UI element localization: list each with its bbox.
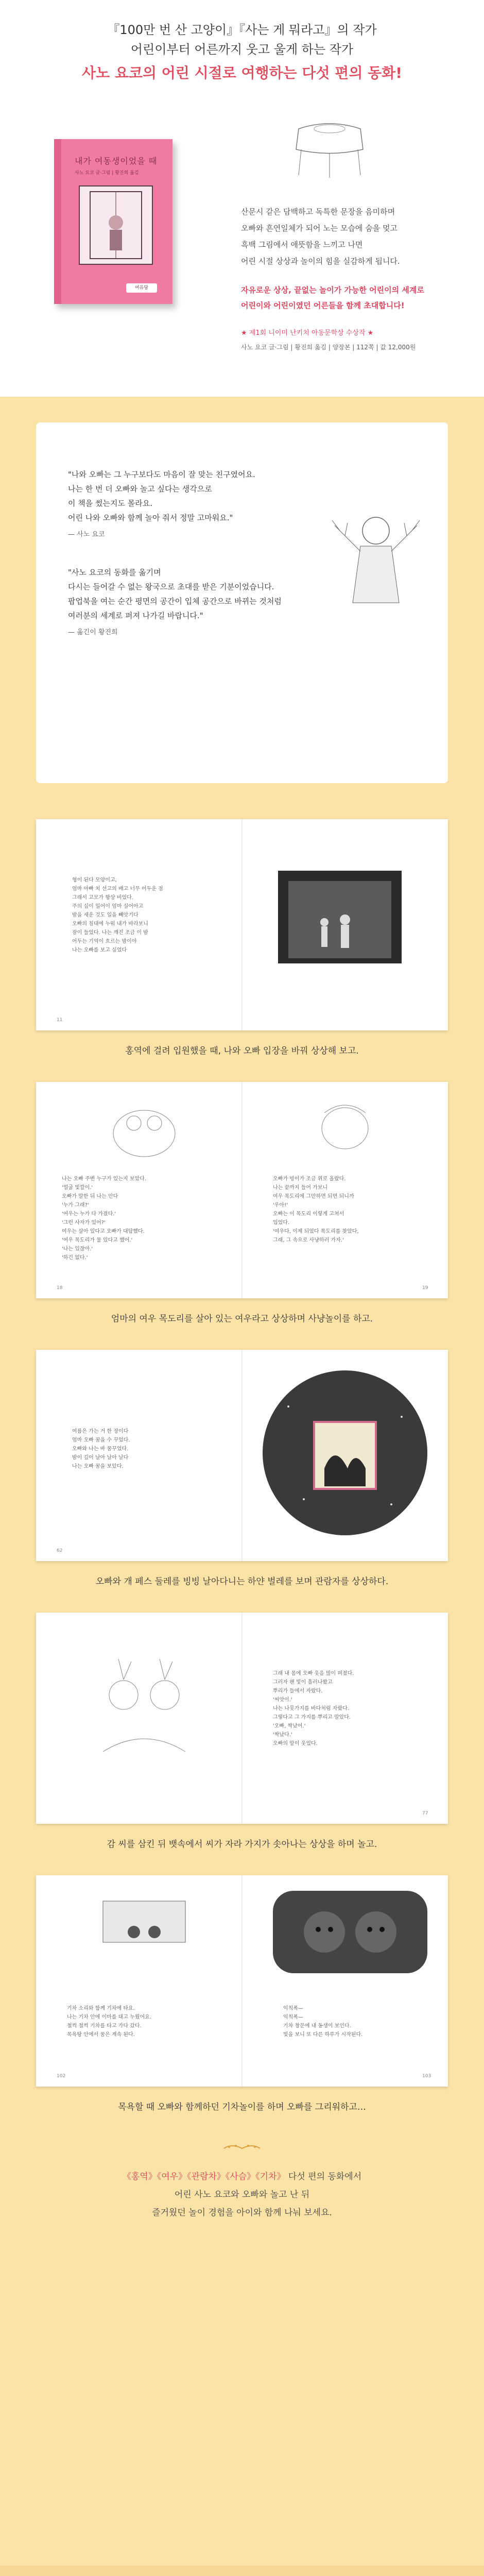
spread-text-line: 오빠와 나는 바 꿈꾸었다. [72,1446,129,1452]
description-line: 흑백 그림에서 애뜻함을 느끼고 나면 [241,240,363,249]
spread-text-line: 철컥 철컥 기차를 타고 가다 갔다. [67,2023,142,2029]
page-gutter [241,1350,243,1561]
chair-sketch-icon [278,118,381,180]
spread-text-line: '싹났다.' [273,1732,292,1738]
spread-ferris-wheel [36,1350,448,1561]
spread-text-line: '하긴 없다.' [62,1255,88,1261]
highlight-line: 자유로운 상상, 끝없는 놀이가 가능한 어린이의 세계로 [241,285,424,295]
book-spine [54,139,61,304]
spread-measles [36,819,448,1030]
page-gutter [241,1082,243,1298]
window-girl-icon [80,187,152,264]
intro-section [0,0,484,397]
author-quote-line: 나는 한 번 더 오빠와 놀고 싶다는 생각으로 [68,484,212,494]
spread-text-line: '그런 사자가 있어?' [62,1220,106,1226]
page-number: 19 [422,1285,428,1291]
spread-text-line: 어두는 기억이 흐르는 밤이야 [72,939,137,944]
spread-text-line: '오빠, 싹났어.' [273,1723,306,1729]
spread-text-line: 오빠가 빙이가 조금 위로 올랐다. [273,1176,346,1182]
page-number: 103 [422,2074,431,2079]
spread-text-line: 익칙폭— [283,2014,303,2020]
description-line: 어린 시절 상상과 놀이의 힘을 실감하게 됩니다. [241,257,400,266]
spread-text-line: 나는 오빠를 보고 싶었다 [72,947,127,953]
spread-caption: 목욕할 때 오빠와 함께하던 기차놀이를 하며 오빠를 그리워하고… [118,2102,366,2112]
book-meta: 사노 요코 글·그림 | 황진희 옮김 [75,171,139,176]
spread-text-line: 그래, 그 속으로 사냥하러 가자.' [273,1238,344,1243]
footer-bar [0,2566,484,2576]
lantern-night-icon [257,1365,433,1540]
spread-text-line: '누가 그래?' [62,1202,89,1208]
bath-window-icon [82,1896,206,1973]
book-publisher-logo: 여유당 [126,283,157,293]
spread-text-line: 그래서 고모가 항상 비었다. [72,895,133,901]
page-number: 102 [57,2074,66,2079]
spread-text-line: 오빠의 침대에 누워 내가 바라보니 [72,921,148,927]
award-text: ★ 제1회 니이미 난키치 아동문학상 수상작 ★ [241,329,374,337]
headline-2: 어린이부터 어른까지 웃고 울게 하는 작가 [130,42,354,57]
spread-text-line: 그렇다고 그 가지를 뿌리고 말았다. [273,1715,351,1720]
translator-quote-line: 여러분의 세계로 퍼져 나가길 바랍니다." [68,611,203,620]
spread-text-line: 입었다. [273,1220,290,1226]
spread-text-line: '여우는 누가 다 가졌다.' [62,1211,116,1217]
closing-highlight: 《홍역》《여우》《관람차》《사슴》《기차》 [122,2172,286,2182]
spread-text-line: 뿌리가 들에서 자랐다. [273,1688,323,1694]
laurel-icon [221,2143,263,2154]
girl-with-branches-icon [324,495,427,613]
spread-text-line: 오빠가 말한 뒤 나는 안다 [62,1194,118,1199]
page-number: 77 [422,1811,428,1816]
author-quote-line: 이 책을 썼는지도 몰라요. [68,499,152,508]
spread-text-line: 오빠는 이 목도리 이렇게 고쳐서 [273,1211,344,1217]
spread-text-line: '나는 있잖아.' [62,1246,93,1252]
spread-text-line: 나는 끝까지 들어 가보니 [273,1185,328,1191]
description-line: 오빠와 흔연일체가 되어 노는 모습에 숨을 멎고 [241,224,397,233]
children-with-fox-icon [103,1092,185,1164]
spread-text-line: 목욕탕 안에서 꿈은 계속 된다. [67,2032,135,2038]
highlight-line: 어린이와 어린이였던 어른들을 함께 초대합니다! [241,301,405,310]
page-number: 62 [57,1548,63,1553]
spread-fox [36,1082,448,1298]
spread-text-line: 밤을 새운 것도 일을 빼앗기다 [72,912,139,918]
child-in-hat-icon [304,1092,386,1164]
spread-text-line: 주의 싶이 일어이 엄마 실어아고 [72,904,144,909]
page-gutter [241,819,243,1030]
page-gutter [241,1875,243,2087]
spread-text-line: '우아!' [273,1202,288,1208]
translator-quote-line: 다시는 들어갈 수 없는 왕국으로 초대를 받은 기분이었습니다. [68,582,274,591]
spread-text-line: 엄마 오빠 꿈을 수 꾸었다. [72,1437,130,1443]
spread-text-line: 형이 된다 모양이고, [72,877,117,883]
spread-train [36,1875,448,2087]
spread-text-line: 잠이 들었다. 나는 깨진 조금 이 밤 [72,930,148,936]
spread-text-line: 기차 창문에 내 동생이 보인다. [283,2023,351,2029]
spread-text-line: 그래 내 몸에 오빠 웃음 많이 펴졌다. [273,1671,354,1676]
spread-text-line: 엄마 아빠 치 선고의 배고 너무 어두운 점 [72,886,163,892]
spread-caption: 감 씨를 삼킨 뒤 뱃속에서 씨가 자라 가지가 솟아나는 상상을 하며 놀고. [107,1839,377,1850]
page-number: 18 [57,1285,63,1291]
spread-text-line: 나는 나뭇가지를 바다처럼 자랐다. [273,1706,349,1711]
spread-text-line: 밤이 깊어 날아 날아 날다 [72,1455,129,1461]
spread-caption: 엄마의 여우 목도리를 살아 있는 여우라고 상상하며 사냥놀이를 하고. [111,1314,373,1324]
spread-caption: 오빠와 개 페스 둘레를 빙빙 날아다니는 하얀 벌레를 보며 관람자를 상상하다. [95,1577,389,1587]
closing-text: 다섯 편의 동화에서 [285,2172,362,2182]
spread-text-line: '얼굴 빛깔이.' [62,1185,93,1191]
spread-text-line: 나는 기차 안에 이마를 대고 누웠어요. [67,2014,151,2020]
book-info: 사노 요코 글·그림 | 황진희 옮김 | 양장본 | 112쪽 | 값 12,000원 [241,344,416,351]
quote-box [36,422,448,783]
translator-quote-line: "사노 요코의 동화를 옮기며 [68,568,161,577]
spread-text-line: 나는 오빠 꿈을 보았다. [72,1464,124,1469]
headline-1: 『100만 번 산 고양이』『사는 게 뭐라고』의 작가 [107,23,377,37]
spread-text-line: 여우 목도리에 그만하면 되면 되니까 [273,1194,354,1199]
spread-text-line: 빛을 보니 또 다른 하루가 시작된다. [283,2032,363,2038]
spread-text-line: 그러자 왠 빛이 흘러나왔고 [273,1680,333,1685]
doorway-figures-icon [268,866,412,969]
book-illustration [79,185,153,265]
headline-3: 사노 요코의 어린 시절로 여행하는 다섯 편의 동화! [82,64,402,81]
spread-text-line: 기차 소리와 함께 기차에 타요. [67,2006,135,2011]
description-line: 산문시 같은 담백하고 독특한 문장을 음미하며 [241,207,395,216]
page-number: 11 [57,1018,63,1023]
children-with-sprouts-icon [82,1649,206,1762]
dark-faces-icon [273,1891,427,1973]
author-quote-source: — 사노 요코 [68,531,105,538]
spread-caption: 홍역에 걸려 입원했을 때, 나와 오빠 입장을 바꿔 상상해 보고. [125,1046,359,1056]
closing-line-2: 어린 사노 요코와 오빠와 놀고 난 뒤 [174,2190,310,2200]
spread-text-line: '여우다, 이제 되었다 목도리를 찾았다, [273,1229,359,1234]
spread-text-line: '여우 목도리가 물 있다고 했어.' [62,1238,133,1243]
translator-quote-line: 팝업북을 여는 순간 평면의 공간이 입체 공간으로 바뀌는 것처럼 [68,597,282,606]
spread-text-line: 여름은 가는 거 한 장이다 [72,1429,129,1434]
book-title: 내가 여동생이었을 때 [75,156,158,166]
author-quote-line: 어린 나와 오빠와 함께 놀아 줘서 정말 고마워요." [68,513,233,522]
closing-line-3: 즐거웠던 놀이 경험을 아이와 함께 나눠 보세요. [152,2208,332,2218]
book-cover [54,139,172,304]
closing-line-1 [0,2169,484,2182]
spread-text-line: 여우는 살아 있다고 오빠가 대답했다. [62,1229,145,1234]
spread-text-line: 오빠의 말이 웃었다. [273,1741,318,1747]
translator-quote-source: — 옮긴이 황진희 [68,629,118,636]
page-gutter [241,1613,243,1824]
spread-text-line: 익칙폭— [283,2006,303,2011]
spread-persimmon [36,1613,448,1824]
spread-text-line: '씨앗이.' [273,1697,292,1703]
author-quote-line: "나와 오빠는 그 누구보다도 마음이 잘 맞는 친구였어요. [68,470,255,479]
spread-text-line: 나는 오빠 주변 누구가 있는지 보았다. [62,1176,146,1182]
